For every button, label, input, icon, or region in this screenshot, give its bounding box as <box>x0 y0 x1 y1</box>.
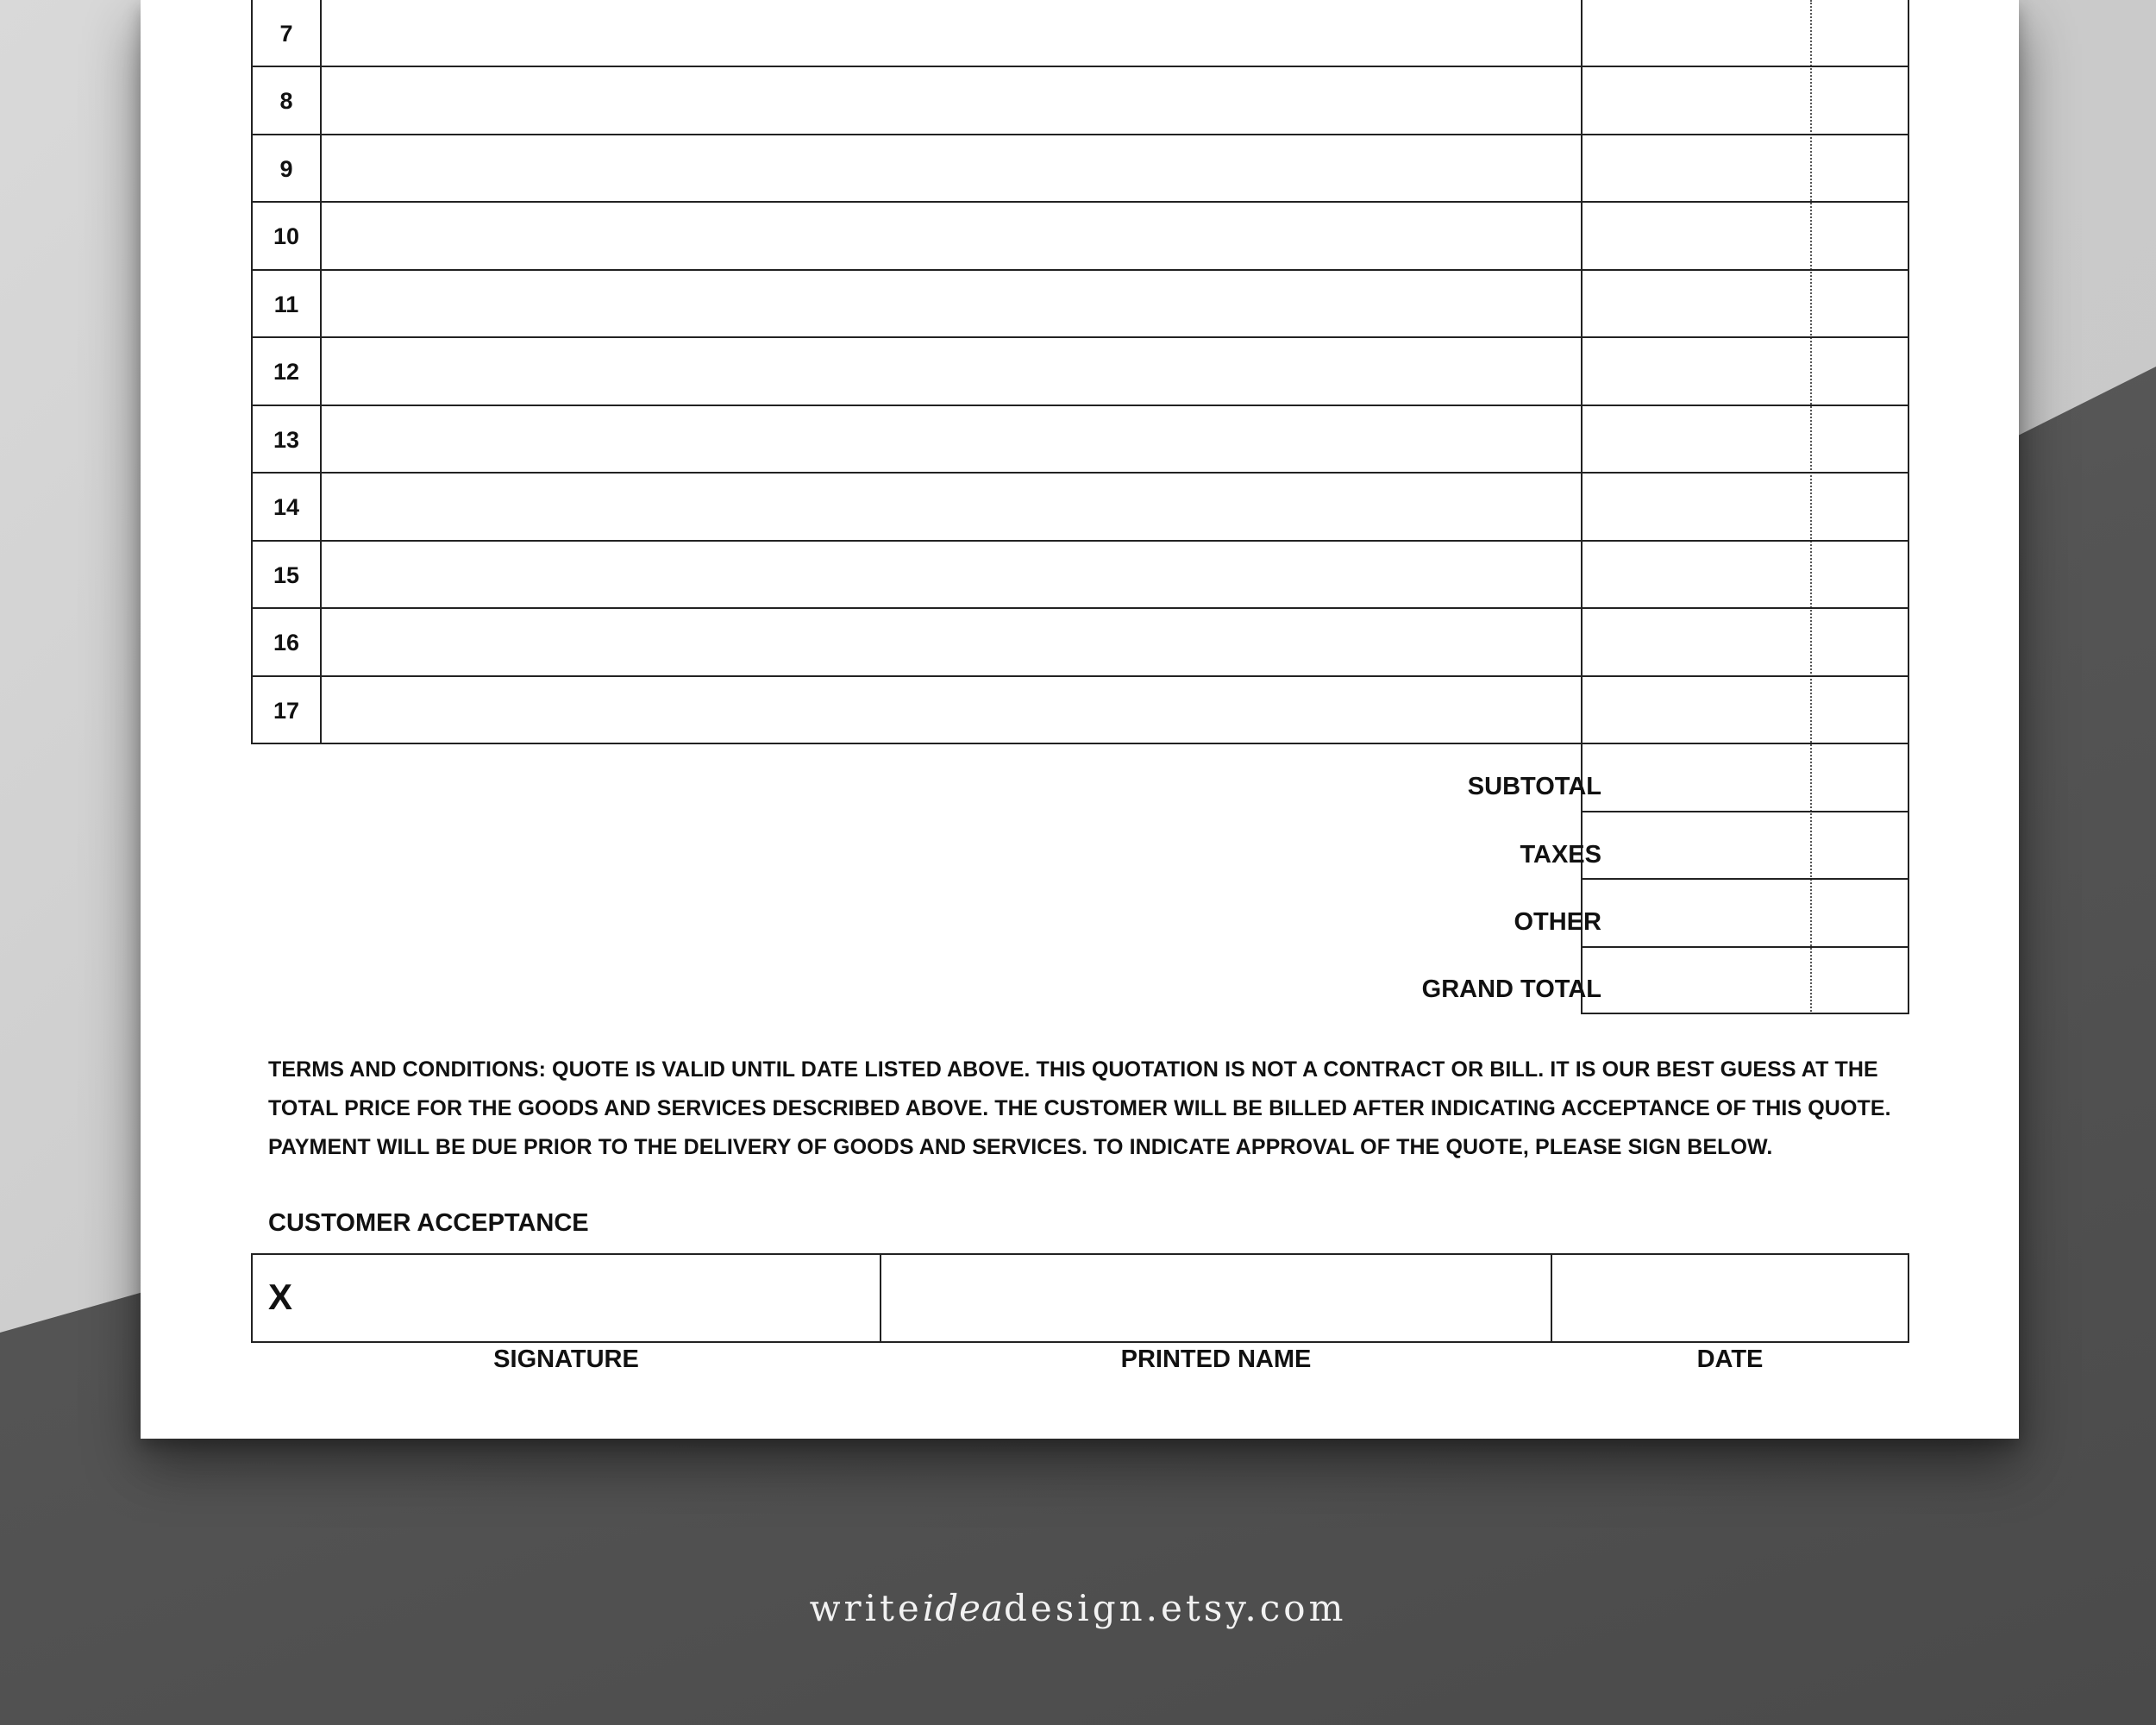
other-label: OTHER <box>1514 907 1601 936</box>
row-number: 12 <box>273 358 300 385</box>
row-line <box>251 540 1909 542</box>
printed-name-label: PRINTED NAME <box>1120 1346 1312 1373</box>
row-line <box>251 201 1909 203</box>
row-line <box>251 472 1909 474</box>
table-cents-divider <box>1810 0 1812 1014</box>
totals-bottom-border <box>1581 1013 1909 1014</box>
table-right-border <box>1908 0 1909 1014</box>
signature-field[interactable] <box>251 1253 881 1343</box>
row-number: 11 <box>273 291 299 317</box>
row-number: 10 <box>273 223 300 249</box>
date-label: DATE <box>1696 1346 1764 1373</box>
watermark-suffix: design.etsy.com <box>1003 1587 1347 1629</box>
table-bottom-border <box>251 743 1909 744</box>
quote-form-paper <box>141 0 2019 1439</box>
taxes-label: TAXES <box>1520 840 1601 869</box>
row-number: 9 <box>279 155 293 182</box>
watermark-prefix: write <box>809 1587 923 1629</box>
row-number: 16 <box>273 629 300 656</box>
row-number: 8 <box>279 87 293 114</box>
row-number: 14 <box>273 493 300 520</box>
row-number: 13 <box>273 426 300 453</box>
totals-line <box>1581 878 1909 880</box>
terms-line: TERMS AND CONDITIONS: QUOTE IS VALID UNTIL DATE LISTED ABOVE. THIS QUOTATION IS NOT A CONTRACT OR BILL. IT IS OUR BEST GUESS AT THE <box>268 1057 1878 1082</box>
row-line <box>251 336 1909 338</box>
row-number: 7 <box>279 20 293 47</box>
watermark-accent: idea <box>922 1587 1004 1629</box>
shop-watermark <box>0 1587 2156 1629</box>
date-field[interactable] <box>1551 1253 1909 1343</box>
row-line <box>251 607 1909 609</box>
row-number: 17 <box>273 697 300 724</box>
customer-acceptance-title: CUSTOMER ACCEPTANCE <box>268 1209 589 1237</box>
terms-line: PAYMENT WILL BE DUE PRIOR TO THE DELIVERY OF GOODS AND SERVICES. TO INDICATE APPROVAL OF THE QUOTE, PLEASE SIGN BELOW. <box>268 1135 1773 1159</box>
terms-and-conditions <box>268 1051 2045 1167</box>
printed-name-field[interactable] <box>880 1253 1552 1343</box>
row-line <box>251 66 1909 67</box>
totals-line <box>1581 811 1909 812</box>
row-line <box>251 134 1909 135</box>
signature-x-mark: X <box>268 1276 293 1317</box>
row-line <box>251 269 1909 271</box>
row-line <box>251 675 1909 677</box>
grand-total-label: GRAND TOTAL <box>1421 975 1601 1003</box>
subtotal-label: SUBTOTAL <box>1467 772 1601 800</box>
signature-label: SIGNATURE <box>493 1346 639 1373</box>
row-line <box>251 405 1909 406</box>
totals-line <box>1581 946 1909 948</box>
terms-line: TOTAL PRICE FOR THE GOODS AND SERVICES DESCRIBED ABOVE. THE CUSTOMER WILL BE BILLED AFTER INDICATING ACCEPTANCE OF THIS QUOTE. <box>268 1096 1891 1120</box>
row-number: 15 <box>273 561 300 588</box>
